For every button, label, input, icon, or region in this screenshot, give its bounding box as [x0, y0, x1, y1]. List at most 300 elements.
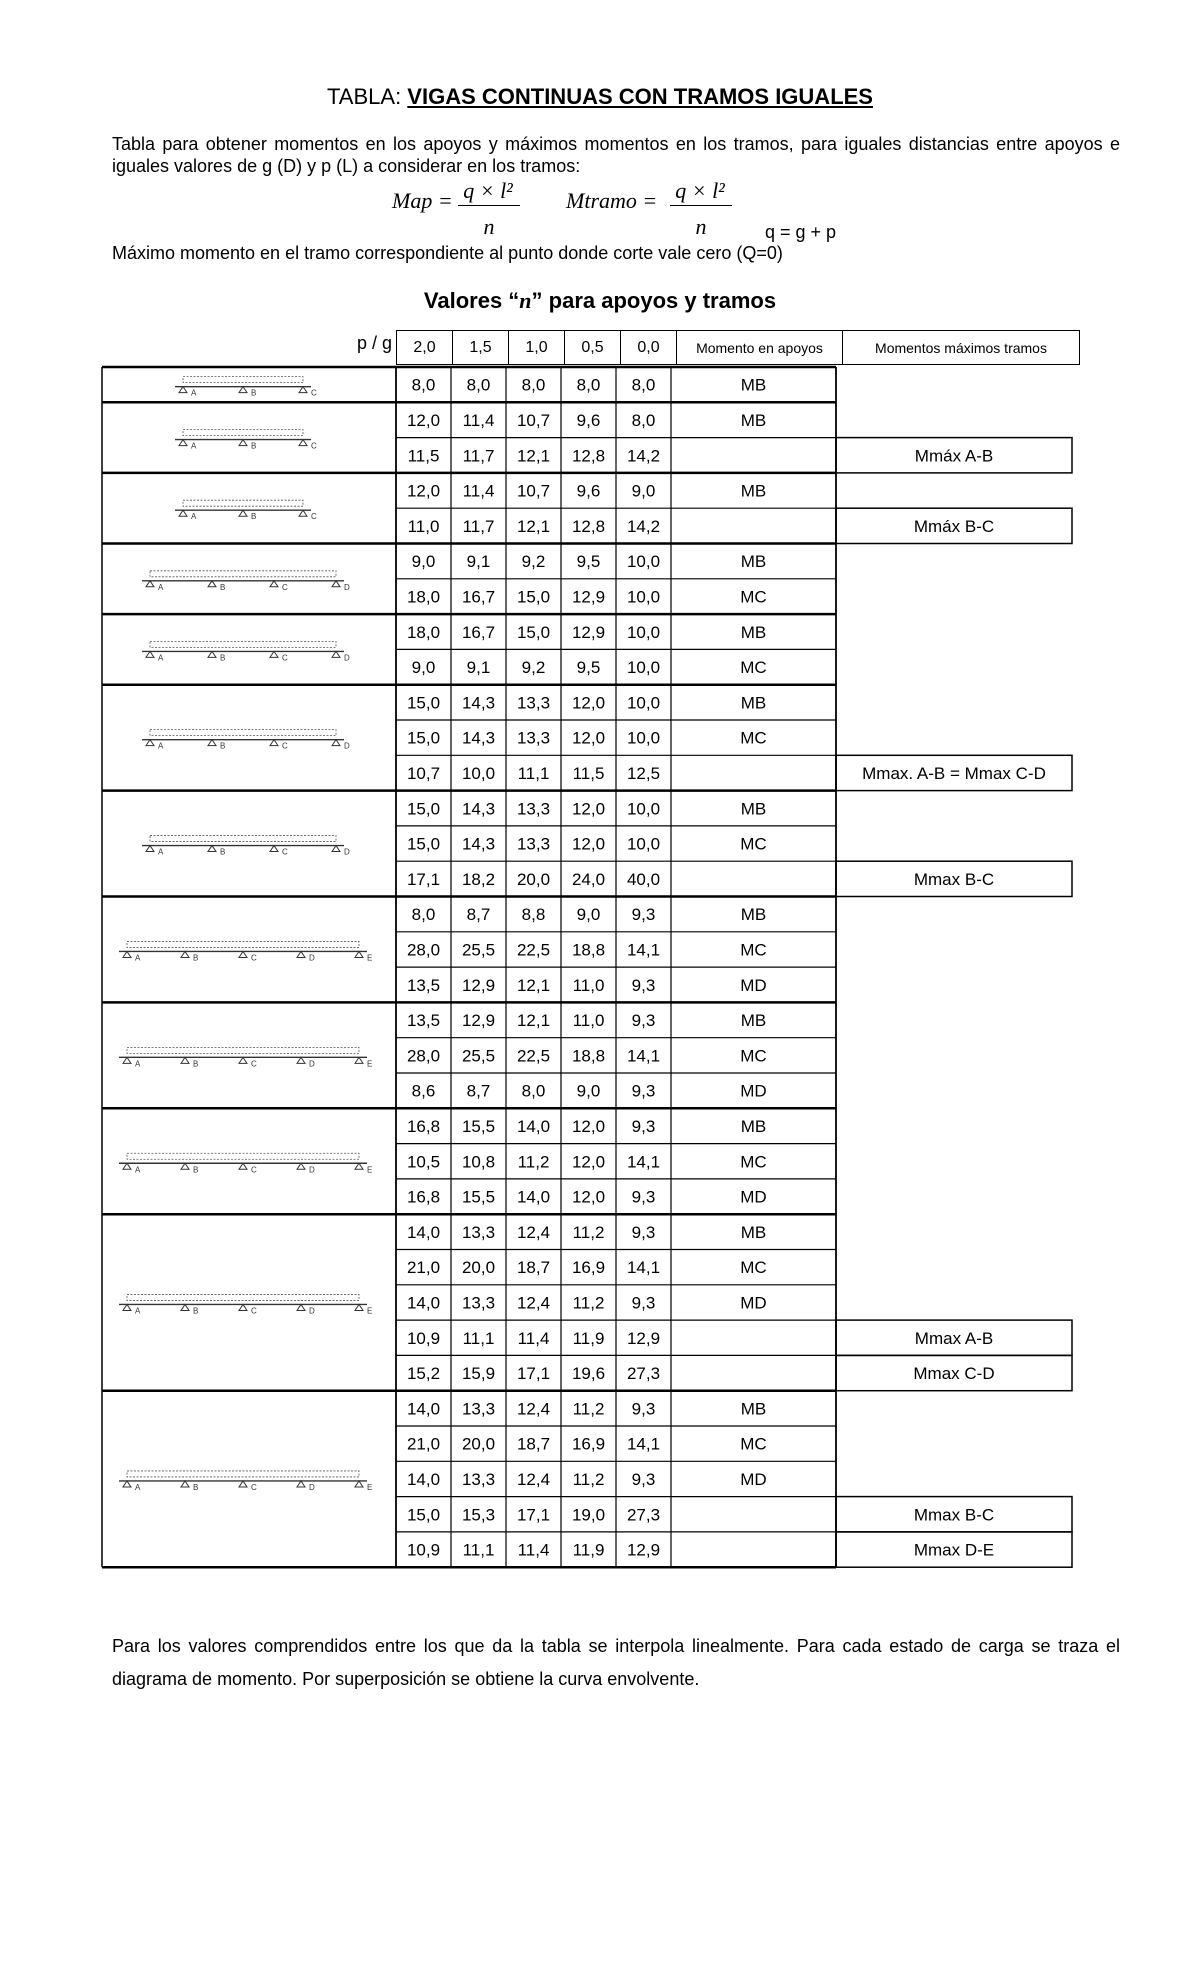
coef-value: 12,8 [571, 516, 606, 536]
load-block [127, 1047, 359, 1053]
coef-value: 16,9 [571, 1258, 606, 1278]
coef-value: 12,1 [516, 446, 551, 466]
coef-value: 17,1 [516, 1364, 551, 1384]
support-label: B [193, 1306, 199, 1316]
apoyo-label: MB [740, 375, 767, 395]
support-label: C [282, 653, 288, 663]
support-label: A [191, 512, 197, 522]
support-icon [208, 581, 216, 587]
apoyo-label: MB [740, 622, 767, 642]
coef-value: 12,0 [571, 693, 606, 713]
support-label: C [311, 512, 317, 522]
support-label: A [135, 1306, 141, 1316]
coef-value: 11,1 [517, 763, 550, 783]
apoyo-label: MB [740, 1116, 767, 1136]
coef-value: 28,0 [406, 1046, 441, 1066]
coef-value: 12,4 [516, 1469, 551, 1489]
support-label: E [367, 1306, 373, 1316]
support-icon [355, 1481, 363, 1487]
coef-value: 20,0 [461, 1258, 496, 1278]
coef-value: 14,0 [406, 1293, 441, 1313]
support-icon [270, 740, 278, 746]
coef-value: 14,0 [516, 1116, 551, 1136]
support-label: C [251, 1059, 257, 1069]
coef-value: 20,0 [516, 869, 551, 889]
support-label: E [367, 1482, 373, 1492]
coef-value: 10,7 [516, 481, 551, 501]
coef-value: 27,3 [626, 1505, 661, 1525]
coef-value: 10,0 [626, 658, 661, 678]
apoyo-label: MC [740, 658, 767, 678]
apoyo-label: MB [740, 1011, 767, 1031]
coef-value: 11,9 [572, 1328, 605, 1348]
support-icon [355, 951, 363, 957]
coef-value: 16,9 [571, 1434, 606, 1454]
coef-value: 24,0 [571, 869, 606, 889]
ratio-header: 0,5 [565, 331, 621, 365]
coef-value: 16,7 [461, 622, 496, 642]
apoyo-label: MB [740, 410, 767, 430]
apoyo-label: MB [740, 1399, 767, 1419]
support-icon [355, 1057, 363, 1063]
coef-value: 11,4 [462, 481, 495, 501]
tramo-label: Mmáx A-B [914, 446, 994, 466]
tramo-label: Mmax C-D [913, 1364, 995, 1384]
support-label: C [251, 1165, 257, 1175]
coef-value: 8,6 [411, 1081, 436, 1101]
support-icon [355, 1163, 363, 1169]
coef-value: 9,3 [631, 1081, 656, 1101]
support-label: B [193, 953, 199, 963]
coef-value: 12,0 [571, 834, 606, 854]
apoyo-label: MD [740, 1293, 767, 1313]
formula-map-lhs: Map = [392, 188, 453, 213]
support-label: B [193, 1482, 199, 1492]
coef-value: 10,5 [406, 1152, 441, 1172]
coef-value: 10,7 [516, 410, 551, 430]
support-label: B [251, 388, 257, 398]
apoyo-label: MB [740, 1222, 767, 1242]
support-icon [208, 846, 216, 852]
support-label: A [158, 741, 164, 751]
coef-value: 22,5 [516, 940, 551, 960]
coef-value: 11,1 [462, 1540, 495, 1560]
coef-value: 11,1 [462, 1328, 495, 1348]
coef-value: 15,3 [461, 1505, 496, 1525]
support-label: A [135, 1165, 141, 1175]
coef-value: 9,3 [631, 1011, 656, 1031]
support-icon [208, 740, 216, 746]
coef-value: 11,2 [572, 1399, 605, 1419]
coef-value: 10,0 [626, 834, 661, 854]
coef-value: 10,8 [461, 1152, 496, 1172]
tramo-label: Mmax B-C [913, 869, 995, 889]
coef-value: 15,0 [406, 834, 441, 854]
apoyo-label: MB [740, 552, 767, 572]
title-prefix: TABLA: [327, 84, 408, 109]
coef-value: 16,8 [406, 1187, 441, 1207]
coef-value: 10,0 [626, 552, 661, 572]
support-label: C [282, 582, 288, 592]
support-icon [146, 740, 154, 746]
coef-value: 11,0 [572, 1011, 605, 1031]
coef-value: 21,0 [406, 1258, 441, 1278]
support-label: C [311, 441, 317, 451]
support-icon [181, 1481, 189, 1487]
support-label: D [309, 1165, 315, 1175]
load-block [150, 641, 336, 647]
support-icon [179, 510, 187, 516]
support-icon [297, 1057, 305, 1063]
support-icon [181, 951, 189, 957]
coef-value: 25,5 [461, 940, 496, 960]
coef-value: 14,0 [406, 1399, 441, 1419]
coef-value: 18,7 [516, 1434, 551, 1454]
coef-value: 12,0 [571, 1116, 606, 1136]
coef-value: 13,3 [516, 728, 551, 748]
apoyo-label: MD [740, 975, 767, 995]
coef-value: 10,0 [626, 622, 661, 642]
coef-value: 12,8 [571, 446, 606, 466]
coef-value: 12,9 [626, 1540, 661, 1560]
coef-value: 9,3 [631, 1469, 656, 1489]
coef-value: 10,0 [626, 799, 661, 819]
coef-value: 9,5 [576, 658, 601, 678]
apoyo-label: MC [740, 834, 767, 854]
support-label: D [309, 953, 315, 963]
coef-value: 13,3 [516, 693, 551, 713]
coef-value: 13,3 [516, 834, 551, 854]
coef-value: 10,9 [406, 1328, 441, 1348]
support-label: A [135, 953, 141, 963]
load-block [127, 1471, 359, 1477]
coef-value: 14,0 [406, 1222, 441, 1242]
support-icon [146, 846, 154, 852]
coef-value: 18,8 [571, 940, 606, 960]
support-label: D [344, 847, 350, 857]
coef-value: 12,0 [571, 799, 606, 819]
coef-value: 9,3 [631, 1399, 656, 1419]
coef-value: 13,3 [516, 799, 551, 819]
ratio-header: 1,0 [509, 331, 565, 365]
coef-value: 12,9 [461, 1011, 496, 1031]
coef-value: 15,0 [406, 693, 441, 713]
coef-value: 9,0 [631, 481, 656, 501]
apoyo-label: MC [740, 1434, 767, 1454]
coef-value: 13,3 [461, 1293, 496, 1313]
support-icon [123, 951, 131, 957]
coef-value: 12,4 [516, 1399, 551, 1419]
support-icon [239, 387, 247, 393]
coef-value: 8,0 [631, 375, 656, 395]
coef-value: 12,9 [571, 587, 606, 607]
coef-value: 11,4 [517, 1328, 550, 1348]
coef-value: 12,1 [516, 516, 551, 536]
coef-value: 10,9 [406, 1540, 441, 1560]
apoyo-label: MB [740, 481, 767, 501]
tramo-label: Mmax. A-B = Mmax C-D [862, 763, 1046, 783]
coef-value: 12,9 [461, 975, 496, 995]
coef-value: 17,1 [406, 869, 441, 889]
support-label: B [220, 582, 226, 592]
apoyo-label: MD [740, 1187, 767, 1207]
coef-value: 11,2 [572, 1293, 605, 1313]
coef-value: 12,5 [626, 763, 661, 783]
support-icon [239, 1304, 247, 1310]
support-label: B [220, 847, 226, 857]
support-label: B [251, 512, 257, 522]
coef-value: 10,0 [461, 763, 496, 783]
apoyo-label: MC [740, 1258, 767, 1278]
coef-value: 15,0 [516, 587, 551, 607]
coef-value: 9,3 [631, 905, 656, 925]
coef-value: 11,9 [572, 1540, 605, 1560]
coef-value: 12,0 [571, 1187, 606, 1207]
apoyo-label: MC [740, 1046, 767, 1066]
coef-value: 14,0 [406, 1469, 441, 1489]
support-label: B [193, 1165, 199, 1175]
subtitle-n: n [519, 288, 532, 313]
header-apoyos: Momento en apoyos [677, 331, 843, 365]
coef-value: 11,4 [462, 410, 495, 430]
coef-value: 17,1 [516, 1505, 551, 1525]
support-icon [332, 846, 340, 852]
load-block [150, 836, 336, 842]
support-icon [297, 951, 305, 957]
support-icon [332, 651, 340, 657]
coef-value: 9,1 [466, 658, 491, 678]
coef-value: 12,0 [571, 1152, 606, 1172]
ratio-header: 0,0 [621, 331, 677, 365]
load-block [183, 430, 303, 436]
apoyo-label: MC [740, 940, 767, 960]
coef-value: 9,6 [576, 481, 601, 501]
coef-value: 11,7 [462, 516, 495, 536]
apoyo-label: MC [740, 587, 767, 607]
support-icon [299, 510, 307, 516]
coef-value: 8,0 [411, 905, 436, 925]
support-icon [299, 440, 307, 446]
support-label: C [282, 847, 288, 857]
support-label: C [282, 741, 288, 751]
coef-value: 9,3 [631, 1222, 656, 1242]
subtitle-pre: Valores “ [423, 288, 520, 313]
coef-value: 25,5 [461, 1046, 496, 1066]
formula-mtramo-numerator: q × l² [675, 178, 725, 203]
coef-value: 22,5 [516, 1046, 551, 1066]
coef-value: 16,8 [406, 1116, 441, 1136]
load-block [150, 571, 336, 577]
support-label: D [344, 741, 350, 751]
coef-value: 9,2 [521, 552, 546, 572]
support-label: B [220, 653, 226, 663]
coef-value: 28,0 [406, 940, 441, 960]
coef-value: 14,1 [626, 1046, 661, 1066]
coef-value: 9,3 [631, 1293, 656, 1313]
coef-value: 15,5 [461, 1187, 496, 1207]
coef-value: 10,7 [406, 763, 441, 783]
formula-map-denominator: n [483, 214, 495, 239]
header-tramos: Momentos máximos tramos [843, 331, 1080, 365]
coef-value: 14,1 [626, 1152, 661, 1172]
formula-map-numerator: q × l² [463, 178, 513, 203]
coef-value: 14,3 [461, 834, 496, 854]
load-block [183, 377, 303, 383]
coef-value: 18,0 [406, 587, 441, 607]
coef-value: 8,0 [521, 1081, 546, 1101]
support-icon [179, 440, 187, 446]
support-label: C [251, 1482, 257, 1492]
load-block [150, 730, 336, 736]
support-icon [239, 1481, 247, 1487]
support-icon [123, 1163, 131, 1169]
support-label: A [158, 653, 164, 663]
tramo-label: Mmax A-B [914, 1328, 994, 1348]
coef-value: 18,0 [406, 622, 441, 642]
coef-value: 9,0 [411, 552, 436, 572]
apoyo-label: MB [740, 693, 767, 713]
q-definition: q = g + p [765, 222, 837, 242]
support-icon [270, 581, 278, 587]
coef-value: 14,3 [461, 728, 496, 748]
coef-value: 12,4 [516, 1222, 551, 1242]
support-icon [297, 1163, 305, 1169]
support-label: B [251, 441, 257, 451]
coef-value: 21,0 [406, 1434, 441, 1454]
support-label: C [251, 953, 257, 963]
support-label: E [367, 1059, 373, 1069]
coef-value: 13,3 [461, 1399, 496, 1419]
ratio-header: 1,5 [453, 331, 509, 365]
coef-value: 8,0 [466, 375, 491, 395]
coef-value: 11,7 [462, 446, 495, 466]
coef-value: 11,0 [572, 975, 605, 995]
coef-value: 9,0 [576, 1081, 601, 1101]
coef-value: 8,7 [466, 1081, 491, 1101]
tramo-label: Mmáx B-C [913, 516, 995, 536]
load-block [127, 941, 359, 947]
support-icon [270, 846, 278, 852]
coef-value: 14,1 [626, 940, 661, 960]
coef-value: 15,0 [406, 728, 441, 748]
coef-value: 14,3 [461, 799, 496, 819]
support-icon [332, 740, 340, 746]
coef-value: 13,5 [406, 975, 441, 995]
coef-value: 11,0 [407, 516, 440, 536]
coef-value: 18,8 [571, 1046, 606, 1066]
subtitle-post: ” para apoyos y tramos [531, 288, 777, 313]
coef-value: 14,0 [516, 1187, 551, 1207]
support-icon [123, 1304, 131, 1310]
coef-value: 12,0 [571, 728, 606, 748]
support-label: A [158, 582, 164, 592]
coef-value: 8,0 [521, 375, 546, 395]
support-icon [332, 581, 340, 587]
apoyo-label: MC [740, 728, 767, 748]
tramo-label: Mmax D-E [913, 1540, 995, 1560]
load-block [127, 1153, 359, 1159]
coef-value: 8,8 [521, 905, 546, 925]
coef-value: 14,1 [626, 1258, 661, 1278]
coef-value: 13,3 [461, 1222, 496, 1242]
apoyo-label: MD [740, 1081, 767, 1101]
coef-value: 9,6 [576, 410, 601, 430]
coef-value: 11,2 [517, 1152, 550, 1172]
ratio-header: 2,0 [397, 331, 453, 365]
coef-value: 12,1 [516, 975, 551, 995]
coef-value: 9,2 [521, 658, 546, 678]
coef-value: 9,3 [631, 975, 656, 995]
apoyo-label: MB [740, 799, 767, 819]
support-label: C [251, 1306, 257, 1316]
formula-mtramo-denominator: n [695, 214, 707, 239]
coef-value: 9,0 [411, 658, 436, 678]
apoyo-label: MD [740, 1469, 767, 1489]
coef-value: 14,2 [626, 516, 661, 536]
apoyo-label: MC [740, 1152, 767, 1172]
coef-value: 8,7 [466, 905, 491, 925]
coef-value: 8,0 [411, 375, 436, 395]
coef-value: 15,2 [406, 1364, 441, 1384]
support-icon [146, 581, 154, 587]
support-label: D [309, 1059, 315, 1069]
coef-value: 15,9 [461, 1364, 496, 1384]
support-label: A [158, 847, 164, 857]
coef-value: 13,5 [406, 1011, 441, 1031]
coef-value: 11,5 [407, 446, 440, 466]
support-icon [181, 1304, 189, 1310]
support-label: D [309, 1482, 315, 1492]
coef-value: 12,0 [406, 410, 441, 430]
coef-value: 18,7 [516, 1258, 551, 1278]
coef-value: 11,5 [572, 763, 605, 783]
coef-value: 8,0 [631, 410, 656, 430]
support-icon [123, 1057, 131, 1063]
coef-value: 9,3 [631, 1187, 656, 1207]
support-label: D [344, 653, 350, 663]
closing-paragraph: Para los valores comprendidos entre los que da la tabla se interpola linealmente. Para cada estado de carga se traza el diagrama de momento. Por superposición se obtiene la curva envolvente. [112, 1636, 1120, 1689]
coef-value: 14,2 [626, 446, 661, 466]
support-icon [146, 651, 154, 657]
coef-value: 40,0 [626, 869, 661, 889]
coef-value: 11,2 [572, 1222, 605, 1242]
coef-value: 27,3 [626, 1364, 661, 1384]
coef-value: 13,3 [461, 1469, 496, 1489]
coef-value: 9,1 [466, 552, 491, 572]
coef-value: 15,0 [406, 799, 441, 819]
support-icon [239, 1163, 247, 1169]
coef-value: 15,0 [406, 1505, 441, 1525]
load-block [183, 500, 303, 506]
coef-value: 20,0 [461, 1434, 496, 1454]
coef-value: 19,0 [571, 1505, 606, 1525]
support-icon [239, 440, 247, 446]
support-label: A [135, 1482, 141, 1492]
support-label: E [367, 953, 373, 963]
support-icon [297, 1304, 305, 1310]
coef-value: 11,2 [572, 1469, 605, 1489]
support-icon [355, 1304, 363, 1310]
load-block [127, 1294, 359, 1300]
coef-value: 12,0 [406, 481, 441, 501]
title-main: VIGAS CONTINUAS CON TRAMOS IGUALES [407, 84, 873, 109]
coef-value: 9,5 [576, 552, 601, 572]
tramo-label: Mmax B-C [913, 1505, 995, 1525]
support-label: B [220, 741, 226, 751]
coef-value: 9,3 [631, 1116, 656, 1136]
coef-value: 10,0 [626, 587, 661, 607]
coef-value: 12,9 [626, 1328, 661, 1348]
